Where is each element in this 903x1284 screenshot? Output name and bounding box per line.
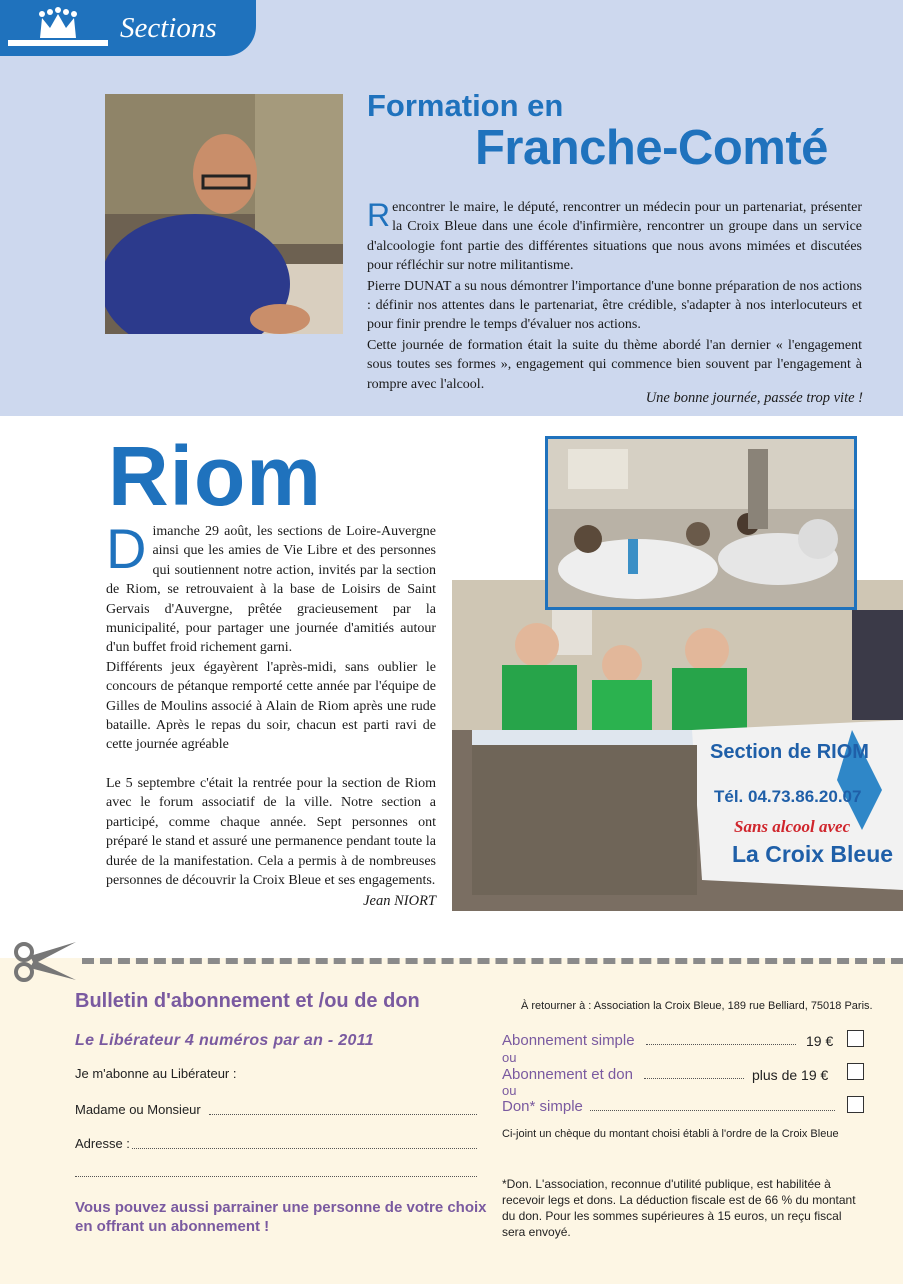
article-signature: Jean NIORT xyxy=(363,893,436,909)
scissors-icon xyxy=(12,938,78,984)
photo-man-writing xyxy=(105,94,343,334)
paragraph: Cette journée de formation était la suite du thème abordé l'an dernier « l'engagement sous toutes ses formes », engagement qui commence bien souvent par l'engagement à rompre avec l'alcool. xyxy=(367,337,862,392)
address-field[interactable] xyxy=(75,1136,477,1151)
coupon-subtitle: Le Libérateur 4 numéros par an - 2011 xyxy=(75,1032,374,1049)
name-label: Madame ou Monsieur xyxy=(75,1102,201,1117)
banner-slogan-text: Sans alcool avec xyxy=(734,817,851,836)
article-title-line1: Formation en xyxy=(367,88,564,123)
option-simple-label: Abonnement simple xyxy=(502,1032,635,1049)
donation-note: *Don. L'association, reconnue d'utilité publique, est habilitée à recevoir legs et dons. La déduction fiscale est de 66 % du montant du don. Pour les sommes supérieures à 15 euros, un reçu fiscal sera envoyé. xyxy=(502,1177,856,1239)
article-body xyxy=(367,198,862,395)
paragraph: Le 5 septembre c'était la rentrée pour la section de Riom avec le forum associatif de la ville. Notre section a participé, comme chaque année. Sept personnes ont préparé le stand et assuré une permanence pendant toute la durée de la manifestation. Cela a permis à de nombreuses personnes de découvrir la Croix Bleue et ses engagements. xyxy=(106,775,436,888)
paragraph: Pierre DUNAT a su nous démontrer l'importance d'une bonne préparation de nos actions : définir nos attentes dans le partenariat, être crédible, s'adapter à nos interlocuteurs et pour finir prendre le temps d'évaluer nos actions. xyxy=(367,278,862,333)
option-gift-checkbox[interactable] xyxy=(847,1096,864,1113)
subscribe-label: Je m'abonne au Libérateur : xyxy=(75,1066,237,1081)
or-label: ou xyxy=(502,1083,517,1098)
article-signature: Une bonne journée, passée trop vite ! xyxy=(645,390,863,406)
sections-tab xyxy=(0,0,256,56)
dotted-leader xyxy=(646,1044,796,1045)
banner-brand-text: La Croix Bleue xyxy=(732,841,894,867)
address-line[interactable] xyxy=(132,1136,477,1149)
article-body xyxy=(106,517,436,890)
or-label: ou xyxy=(502,1050,517,1065)
banner-section-text: Section de RIOM xyxy=(710,741,869,763)
paragraph: encontrer le maire, le député, rencontrer un médecin pour un partenariat, présenter la Croix Bleue dans une école d'infirmière, rencontrer un groupe dans un service d'alcoologie font partie des différentes situations que nous avons mimées et discutées pour réfléchir sur notre militantisme. xyxy=(367,200,862,274)
option-simple-price: 19 € xyxy=(806,1033,834,1049)
banner-phone-text: Tél. 04.73.86.20.07 xyxy=(714,787,862,806)
article-title: Riom xyxy=(108,429,322,523)
article-title-line2: Franche-Comté xyxy=(475,121,828,175)
sponsor-text: Vous pouvez aussi parrainer une personne de votre choix en offrant un abonnement ! xyxy=(75,1199,487,1235)
option-simple-checkbox[interactable] xyxy=(847,1030,864,1047)
dotted-leader xyxy=(590,1110,835,1111)
coupon-title: Bulletin d'abonnement et /ou de don xyxy=(75,990,420,1012)
option-don-checkbox[interactable] xyxy=(847,1063,864,1080)
dotted-leader xyxy=(644,1078,744,1079)
paragraph: Différents jeux égayèrent l'après-midi, sans oublier le concours de pétanque remporté cette année par l'équipe de Gilles de Moulins associé à Alain de Riom après une rude bataille. Après le repas du soir, chacun est parti ravi de cette journée agréable xyxy=(106,659,436,753)
section-label: Sections xyxy=(120,12,217,44)
name-line[interactable] xyxy=(209,1102,477,1115)
photo-meeting-hall xyxy=(545,436,857,610)
return-address: À retourner à : Association la Croix Bleue, 189 rue Belliard, 75018 Paris. xyxy=(521,1000,873,1012)
dropcap: D xyxy=(106,517,147,580)
option-gift-label: Don* simple xyxy=(502,1098,583,1115)
crown-icon xyxy=(8,6,108,48)
option-don-price: plus de 19 € xyxy=(752,1067,829,1083)
cheque-note: Ci-joint un chèque du montant choisi établi à l'ordre de la Croix Bleue xyxy=(502,1128,839,1140)
address-line-2[interactable] xyxy=(75,1176,477,1177)
option-don-label: Abonnement et don xyxy=(502,1066,633,1083)
photo-riom-stand xyxy=(452,580,903,911)
dropcap: R xyxy=(367,197,391,233)
cut-line xyxy=(82,958,903,964)
paragraph: imanche 29 août, les sections de Loire-Auvergne ainsi que les amies de Vie Libre et des personnes qui soutiennent notre action, invités par la section de Riom, se retrouvaient à la base de Loisirs de Saint Gervais d'Auvergne, prêtée gracieusement par la municipalité, pour partager une journée d'amitiés autour d'un buffet froid richement garni. xyxy=(106,524,436,656)
address-label: Adresse : xyxy=(75,1136,130,1151)
name-field[interactable] xyxy=(75,1102,477,1117)
